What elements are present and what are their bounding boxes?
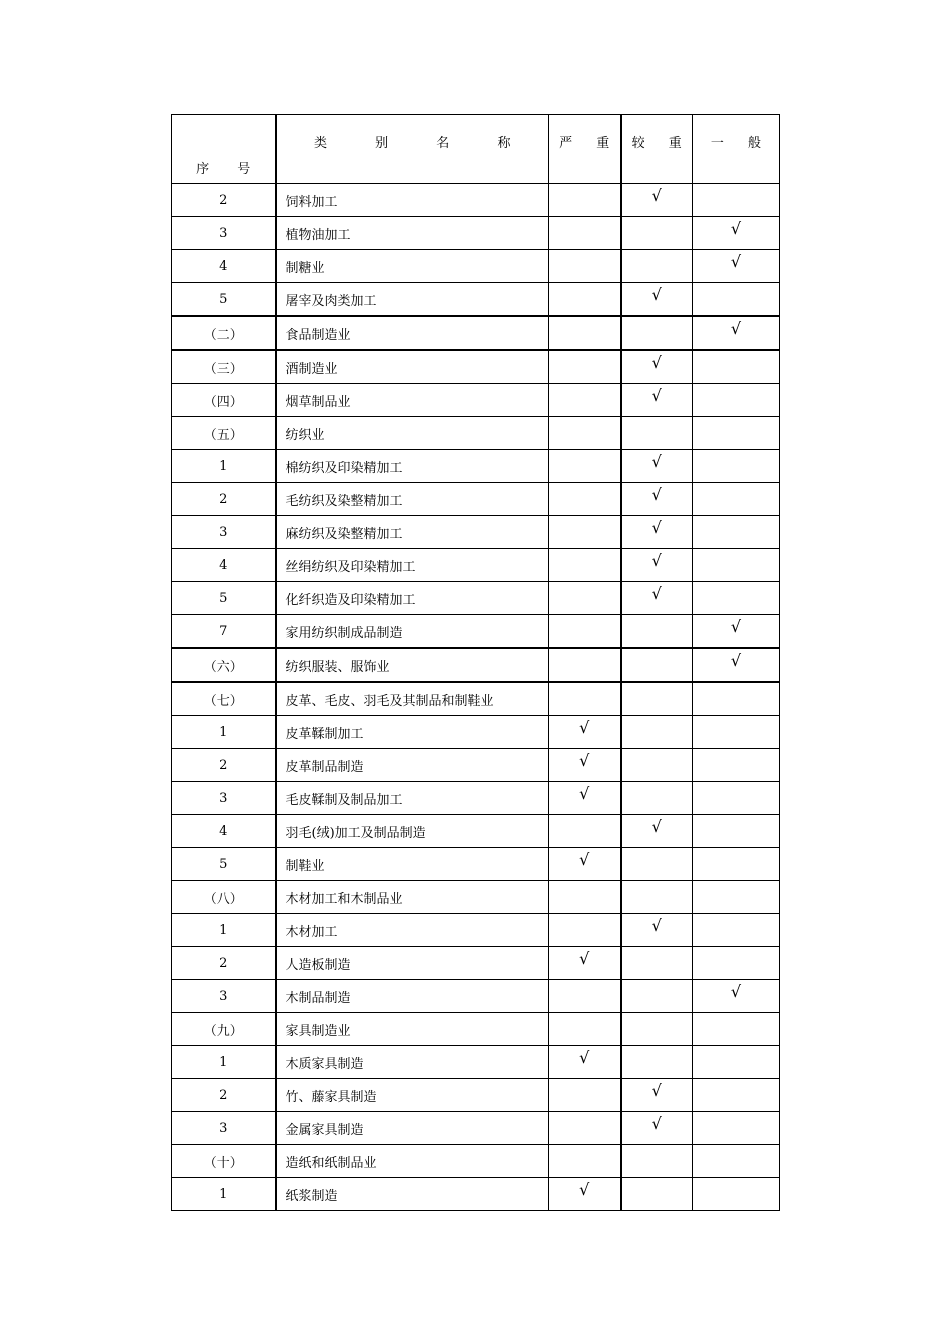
table-header-row — [172, 115, 780, 184]
row-moderate-cell — [621, 980, 693, 1013]
row-category-name: 木材加工 — [276, 914, 549, 947]
row-general-cell — [693, 615, 780, 649]
table-row — [172, 417, 780, 450]
check-mark-icon: √ — [651, 1080, 662, 1100]
row-moderate-cell — [621, 483, 693, 516]
industry-pollution-table — [171, 114, 780, 1211]
check-mark-icon: √ — [579, 1047, 590, 1067]
row-severe-cell — [549, 980, 621, 1013]
header-moderate: 较 重 — [621, 115, 693, 184]
row-seq: 5 — [172, 283, 276, 317]
table-row — [172, 815, 780, 848]
row-moderate-cell — [621, 549, 693, 582]
header-category-name: 类 别 名 称 — [276, 115, 549, 184]
check-mark-icon: √ — [730, 218, 742, 238]
row-category-name: 纺织业 — [276, 417, 549, 450]
row-general-cell — [693, 716, 780, 749]
row-severe-cell — [549, 947, 621, 980]
row-moderate-cell — [621, 516, 693, 549]
check-mark-icon: √ — [579, 1179, 590, 1199]
row-severe-cell — [549, 615, 621, 649]
row-category-name: 毛纺织及染整精加工 — [276, 483, 549, 516]
row-seq: 3 — [172, 1112, 276, 1145]
row-seq: （八） — [172, 881, 276, 914]
row-moderate-cell — [621, 815, 693, 848]
row-general-cell — [693, 283, 780, 317]
row-seq: 1 — [172, 1046, 276, 1079]
table-row — [172, 682, 780, 716]
row-category-name: 丝绢纺织及印染精加工 — [276, 549, 549, 582]
row-category-name: 家具制造业 — [276, 1013, 549, 1046]
row-moderate-cell — [621, 782, 693, 815]
row-general-cell — [693, 1145, 780, 1178]
row-seq: 4 — [172, 250, 276, 283]
row-seq: 5 — [172, 582, 276, 615]
row-moderate-cell — [621, 450, 693, 483]
check-mark-icon: √ — [651, 284, 662, 304]
row-category-name: 制鞋业 — [276, 848, 549, 881]
table-row — [172, 648, 780, 682]
row-general-cell — [693, 250, 780, 283]
row-moderate-cell — [621, 184, 693, 217]
row-category-name: 木制品制造 — [276, 980, 549, 1013]
row-severe-cell — [549, 316, 621, 350]
row-seq: （二） — [172, 316, 276, 350]
row-moderate-cell — [621, 1079, 693, 1112]
row-severe-cell — [549, 483, 621, 516]
row-category-name: 制糖业 — [276, 250, 549, 283]
row-seq: （三） — [172, 350, 276, 384]
row-severe-cell — [549, 749, 621, 782]
row-category-name: 食品制造业 — [276, 316, 549, 350]
row-seq: 2 — [172, 184, 276, 217]
row-general-cell — [693, 384, 780, 417]
row-moderate-cell — [621, 384, 693, 417]
row-moderate-cell — [621, 881, 693, 914]
row-general-cell — [693, 582, 780, 615]
check-mark-icon: √ — [579, 717, 590, 737]
row-seq: 2 — [172, 947, 276, 980]
check-mark-icon: √ — [579, 849, 590, 869]
table-row — [172, 615, 780, 649]
row-moderate-cell — [621, 350, 693, 384]
table-row — [172, 716, 780, 749]
check-mark-icon: √ — [651, 816, 662, 836]
row-general-cell — [693, 648, 780, 682]
row-severe-cell — [549, 283, 621, 317]
row-general-cell — [693, 815, 780, 848]
row-severe-cell — [549, 1046, 621, 1079]
table-row — [172, 1013, 780, 1046]
row-general-cell — [693, 914, 780, 947]
row-severe-cell — [549, 450, 621, 483]
row-category-name: 植物油加工 — [276, 217, 549, 250]
row-seq: 1 — [172, 450, 276, 483]
table-row — [172, 516, 780, 549]
row-moderate-cell — [621, 1046, 693, 1079]
row-moderate-cell — [621, 316, 693, 350]
row-general-cell — [693, 1178, 780, 1211]
row-general-cell — [693, 682, 780, 716]
table-row — [172, 782, 780, 815]
row-moderate-cell — [621, 947, 693, 980]
row-moderate-cell — [621, 1013, 693, 1046]
row-category-name: 皮革、毛皮、羽毛及其制品和制鞋业 — [276, 682, 549, 716]
row-moderate-cell — [621, 217, 693, 250]
row-severe-cell — [549, 350, 621, 384]
row-seq: 7 — [172, 615, 276, 649]
row-seq: （九） — [172, 1013, 276, 1046]
row-seq: 3 — [172, 782, 276, 815]
row-general-cell — [693, 881, 780, 914]
row-seq: 4 — [172, 815, 276, 848]
check-mark-icon: √ — [579, 783, 590, 803]
row-category-name: 竹、藤家具制造 — [276, 1079, 549, 1112]
row-severe-cell — [549, 549, 621, 582]
row-general-cell — [693, 1079, 780, 1112]
row-moderate-cell — [621, 1112, 693, 1145]
row-severe-cell — [549, 716, 621, 749]
row-seq: 2 — [172, 749, 276, 782]
row-seq: （四） — [172, 384, 276, 417]
check-mark-icon: √ — [730, 650, 742, 670]
check-mark-icon: √ — [730, 981, 742, 1001]
table-row — [172, 947, 780, 980]
row-general-cell — [693, 316, 780, 350]
row-general-cell — [693, 1013, 780, 1046]
row-category-name: 金属家具制造 — [276, 1112, 549, 1145]
row-category-name: 酒制造业 — [276, 350, 549, 384]
row-seq: 1 — [172, 914, 276, 947]
row-severe-cell — [549, 1079, 621, 1112]
row-general-cell — [693, 350, 780, 384]
row-severe-cell — [549, 848, 621, 881]
row-general-cell — [693, 848, 780, 881]
row-moderate-cell — [621, 615, 693, 649]
table-row — [172, 1178, 780, 1211]
row-category-name: 纸浆制造 — [276, 1178, 549, 1211]
row-category-name: 皮革制品制造 — [276, 749, 549, 782]
row-general-cell — [693, 450, 780, 483]
row-general-cell — [693, 1046, 780, 1079]
check-mark-icon: √ — [651, 185, 662, 205]
row-moderate-cell — [621, 1178, 693, 1211]
row-general-cell — [693, 782, 780, 815]
row-seq: 3 — [172, 217, 276, 250]
table-row — [172, 549, 780, 582]
row-severe-cell — [549, 815, 621, 848]
header-severe: 严 重 — [549, 115, 621, 184]
row-general-cell — [693, 217, 780, 250]
table-row — [172, 914, 780, 947]
row-severe-cell — [549, 648, 621, 682]
table-row — [172, 184, 780, 217]
row-general-cell — [693, 947, 780, 980]
row-moderate-cell — [621, 716, 693, 749]
table-row — [172, 384, 780, 417]
row-category-name: 纺织服装、服饰业 — [276, 648, 549, 682]
row-severe-cell — [549, 184, 621, 217]
row-severe-cell — [549, 914, 621, 947]
row-moderate-cell — [621, 283, 693, 317]
row-moderate-cell — [621, 848, 693, 881]
row-general-cell — [693, 184, 780, 217]
check-mark-icon: √ — [651, 385, 662, 405]
row-general-cell — [693, 1112, 780, 1145]
check-mark-icon: √ — [651, 915, 662, 935]
row-severe-cell — [549, 1013, 621, 1046]
table-row — [172, 1046, 780, 1079]
row-seq: 1 — [172, 716, 276, 749]
check-mark-icon: √ — [730, 251, 742, 271]
row-category-name: 麻纺织及染整精加工 — [276, 516, 549, 549]
row-severe-cell — [549, 417, 621, 450]
row-moderate-cell — [621, 914, 693, 947]
header-general: 一 般 — [693, 115, 780, 184]
row-category-name: 屠宰及肉类加工 — [276, 283, 549, 317]
row-general-cell — [693, 549, 780, 582]
row-category-name: 化纤织造及印染精加工 — [276, 582, 549, 615]
row-seq: 5 — [172, 848, 276, 881]
row-general-cell — [693, 516, 780, 549]
row-moderate-cell — [621, 417, 693, 450]
table-row — [172, 316, 780, 350]
row-severe-cell — [549, 384, 621, 417]
row-moderate-cell — [621, 749, 693, 782]
row-severe-cell — [549, 881, 621, 914]
row-category-name: 人造板制造 — [276, 947, 549, 980]
check-mark-icon: √ — [651, 352, 662, 372]
row-seq: 3 — [172, 980, 276, 1013]
row-category-name: 家用纺织制成品制造 — [276, 615, 549, 649]
row-seq: 2 — [172, 1079, 276, 1112]
check-mark-icon: √ — [651, 550, 662, 570]
row-category-name: 毛皮鞣制及制品加工 — [276, 782, 549, 815]
row-general-cell — [693, 980, 780, 1013]
header-seq: 序 号 — [172, 115, 276, 184]
row-severe-cell — [549, 682, 621, 716]
row-moderate-cell — [621, 1145, 693, 1178]
row-general-cell — [693, 749, 780, 782]
row-severe-cell — [549, 1145, 621, 1178]
check-mark-icon: √ — [730, 616, 742, 636]
row-moderate-cell — [621, 682, 693, 716]
table-row — [172, 283, 780, 317]
check-mark-icon: √ — [651, 484, 662, 504]
check-mark-icon: √ — [579, 750, 590, 770]
table-row — [172, 483, 780, 516]
row-seq: （七） — [172, 682, 276, 716]
row-severe-cell — [549, 516, 621, 549]
table-body — [172, 184, 780, 1211]
check-mark-icon: √ — [651, 451, 662, 471]
table-row — [172, 350, 780, 384]
table-row — [172, 1079, 780, 1112]
check-mark-icon: √ — [651, 517, 662, 537]
row-severe-cell — [549, 217, 621, 250]
row-severe-cell — [549, 582, 621, 615]
table-row — [172, 749, 780, 782]
check-mark-icon: √ — [730, 318, 742, 338]
table-row — [172, 848, 780, 881]
check-mark-icon: √ — [579, 948, 590, 968]
row-severe-cell — [549, 250, 621, 283]
check-mark-icon: √ — [651, 1113, 662, 1133]
row-seq: 2 — [172, 483, 276, 516]
table-row — [172, 980, 780, 1013]
table-row — [172, 582, 780, 615]
table-row — [172, 1145, 780, 1178]
row-moderate-cell — [621, 582, 693, 615]
row-seq: 4 — [172, 549, 276, 582]
check-mark-icon: √ — [651, 583, 662, 603]
row-category-name: 木材加工和木制品业 — [276, 881, 549, 914]
row-category-name: 羽毛(绒)加工及制品制造 — [276, 815, 549, 848]
row-general-cell — [693, 483, 780, 516]
table-row — [172, 217, 780, 250]
row-category-name: 造纸和纸制品业 — [276, 1145, 549, 1178]
row-seq: （五） — [172, 417, 276, 450]
row-category-name: 木质家具制造 — [276, 1046, 549, 1079]
row-severe-cell — [549, 1112, 621, 1145]
row-category-name: 烟草制品业 — [276, 384, 549, 417]
table-row — [172, 881, 780, 914]
row-general-cell — [693, 417, 780, 450]
row-category-name: 棉纺织及印染精加工 — [276, 450, 549, 483]
row-category-name: 饲料加工 — [276, 184, 549, 217]
row-severe-cell — [549, 782, 621, 815]
table-row — [172, 450, 780, 483]
row-seq: 1 — [172, 1178, 276, 1211]
row-seq: 3 — [172, 516, 276, 549]
table-row — [172, 250, 780, 283]
row-seq: （十） — [172, 1145, 276, 1178]
row-severe-cell — [549, 1178, 621, 1211]
row-seq: （六） — [172, 648, 276, 682]
table-row — [172, 1112, 780, 1145]
row-category-name: 皮革鞣制加工 — [276, 716, 549, 749]
row-moderate-cell — [621, 648, 693, 682]
row-moderate-cell — [621, 250, 693, 283]
